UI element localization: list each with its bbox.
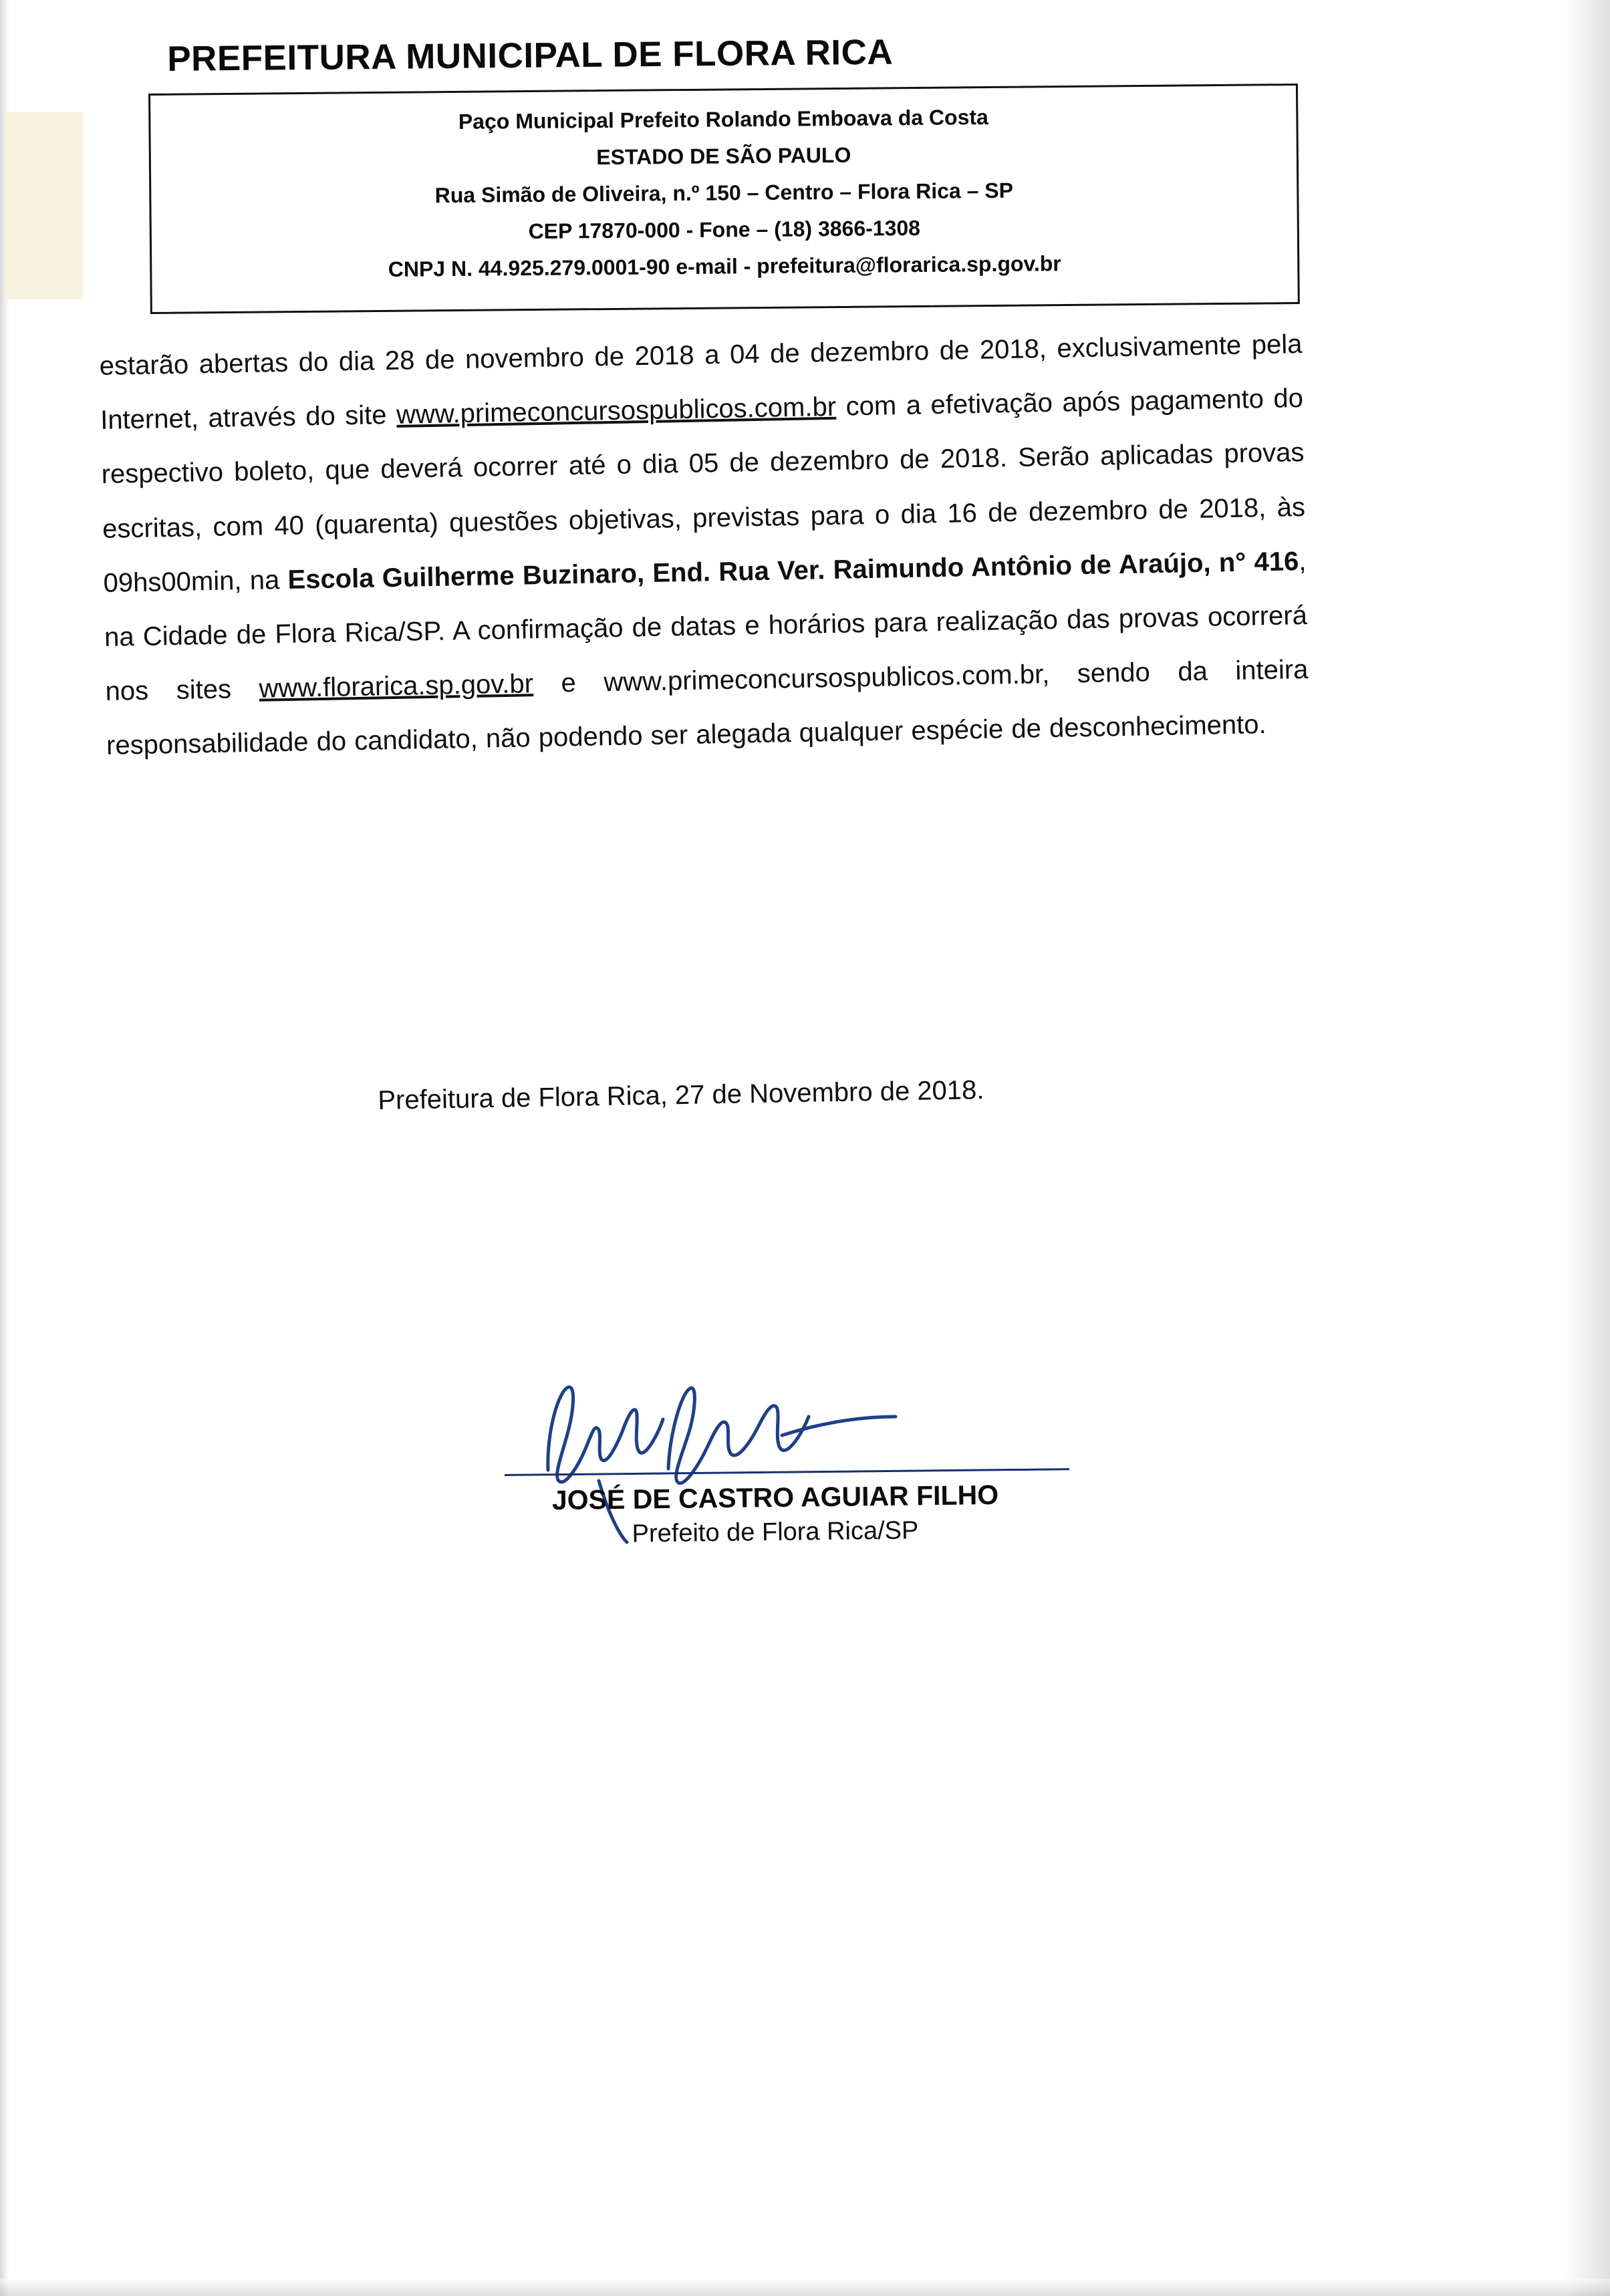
body-text-part-3: , na Cidade de Flora Rica/SP. A confirmação de datas e horários para realização das provas ocorrerá nos sites xyxy=(104,546,1308,707)
scan-edge-left xyxy=(0,0,9,2296)
document-body xyxy=(99,317,1310,773)
header-line-1: Paço Municipal Prefeito Rolando Emboava da Costa xyxy=(458,105,989,134)
link-primeconcursos-1[interactable]: www.primeconcursospublicos.com.br xyxy=(396,392,837,430)
header-line-2: ESTADO DE SÃO PAULO xyxy=(596,142,851,170)
body-paragraph xyxy=(99,317,1310,773)
header-info-box xyxy=(148,84,1300,314)
header-line-4: CEP 17870-000 - Fone – (18) 3866-1308 xyxy=(528,216,921,244)
scan-edge-bottom xyxy=(0,2279,1610,2296)
signoff-place-date: Prefeitura de Flora Rica, 27 de Novembro de 2018. xyxy=(378,1075,984,1115)
page-title: PREFEITURA MUNICIPAL DE FLORA RICA xyxy=(167,32,894,79)
header-line-5: CNPJ N. 44.925.279.0001-90 e-mail - prefeitura@florarica.sp.gov.br xyxy=(388,251,1061,282)
coat-of-arms-icon xyxy=(5,112,83,299)
header-line-3: Rua Simão de Oliveira, n.º 150 – Centro – Flora Rica – SP xyxy=(434,178,1014,208)
link-florarica[interactable]: www.florarica.sp.gov.br xyxy=(259,669,534,704)
signature-block xyxy=(468,1350,1083,1550)
document-header xyxy=(0,0,1610,334)
body-text-part-4: , sendo da inteira responsabilidade do candidato, não podendo ser alegada qualquer espécie de desconhecimento. xyxy=(106,655,1309,761)
link-primeconcursos-2[interactable]: www.primeconcursospublicos.com.br xyxy=(603,660,1043,698)
scan-edge-right xyxy=(1563,0,1610,2296)
school-address-bold: Escola Guilherme Buzinaro, End. Rua Ver. Raimundo Antônio de Araújo, n° 416 xyxy=(287,546,1299,595)
body-text-part-1: estarão abertas do dia 28 de novembro de 2018 a 04 de dezembro de 2018, exclusivamente pela Internet, através do site xyxy=(99,329,1303,436)
body-text-part-2: com a efetivação após pagamento do respectivo boleto, que deverá ocorrer até o dia 05 de dezembro de 2018. Serão aplicadas provas escritas, com 40 (quarenta) questões objetivas, previstas para o dia 16 de dezembro de 2018, às 09hs00min, na xyxy=(101,384,1306,598)
signer-name: JOSÉ DE CASTRO AGUIAR FILHO xyxy=(551,1479,999,1516)
signer-role: Prefeito de Flora Rica/SP xyxy=(632,1516,919,1548)
body-conjunction: e xyxy=(533,668,604,699)
